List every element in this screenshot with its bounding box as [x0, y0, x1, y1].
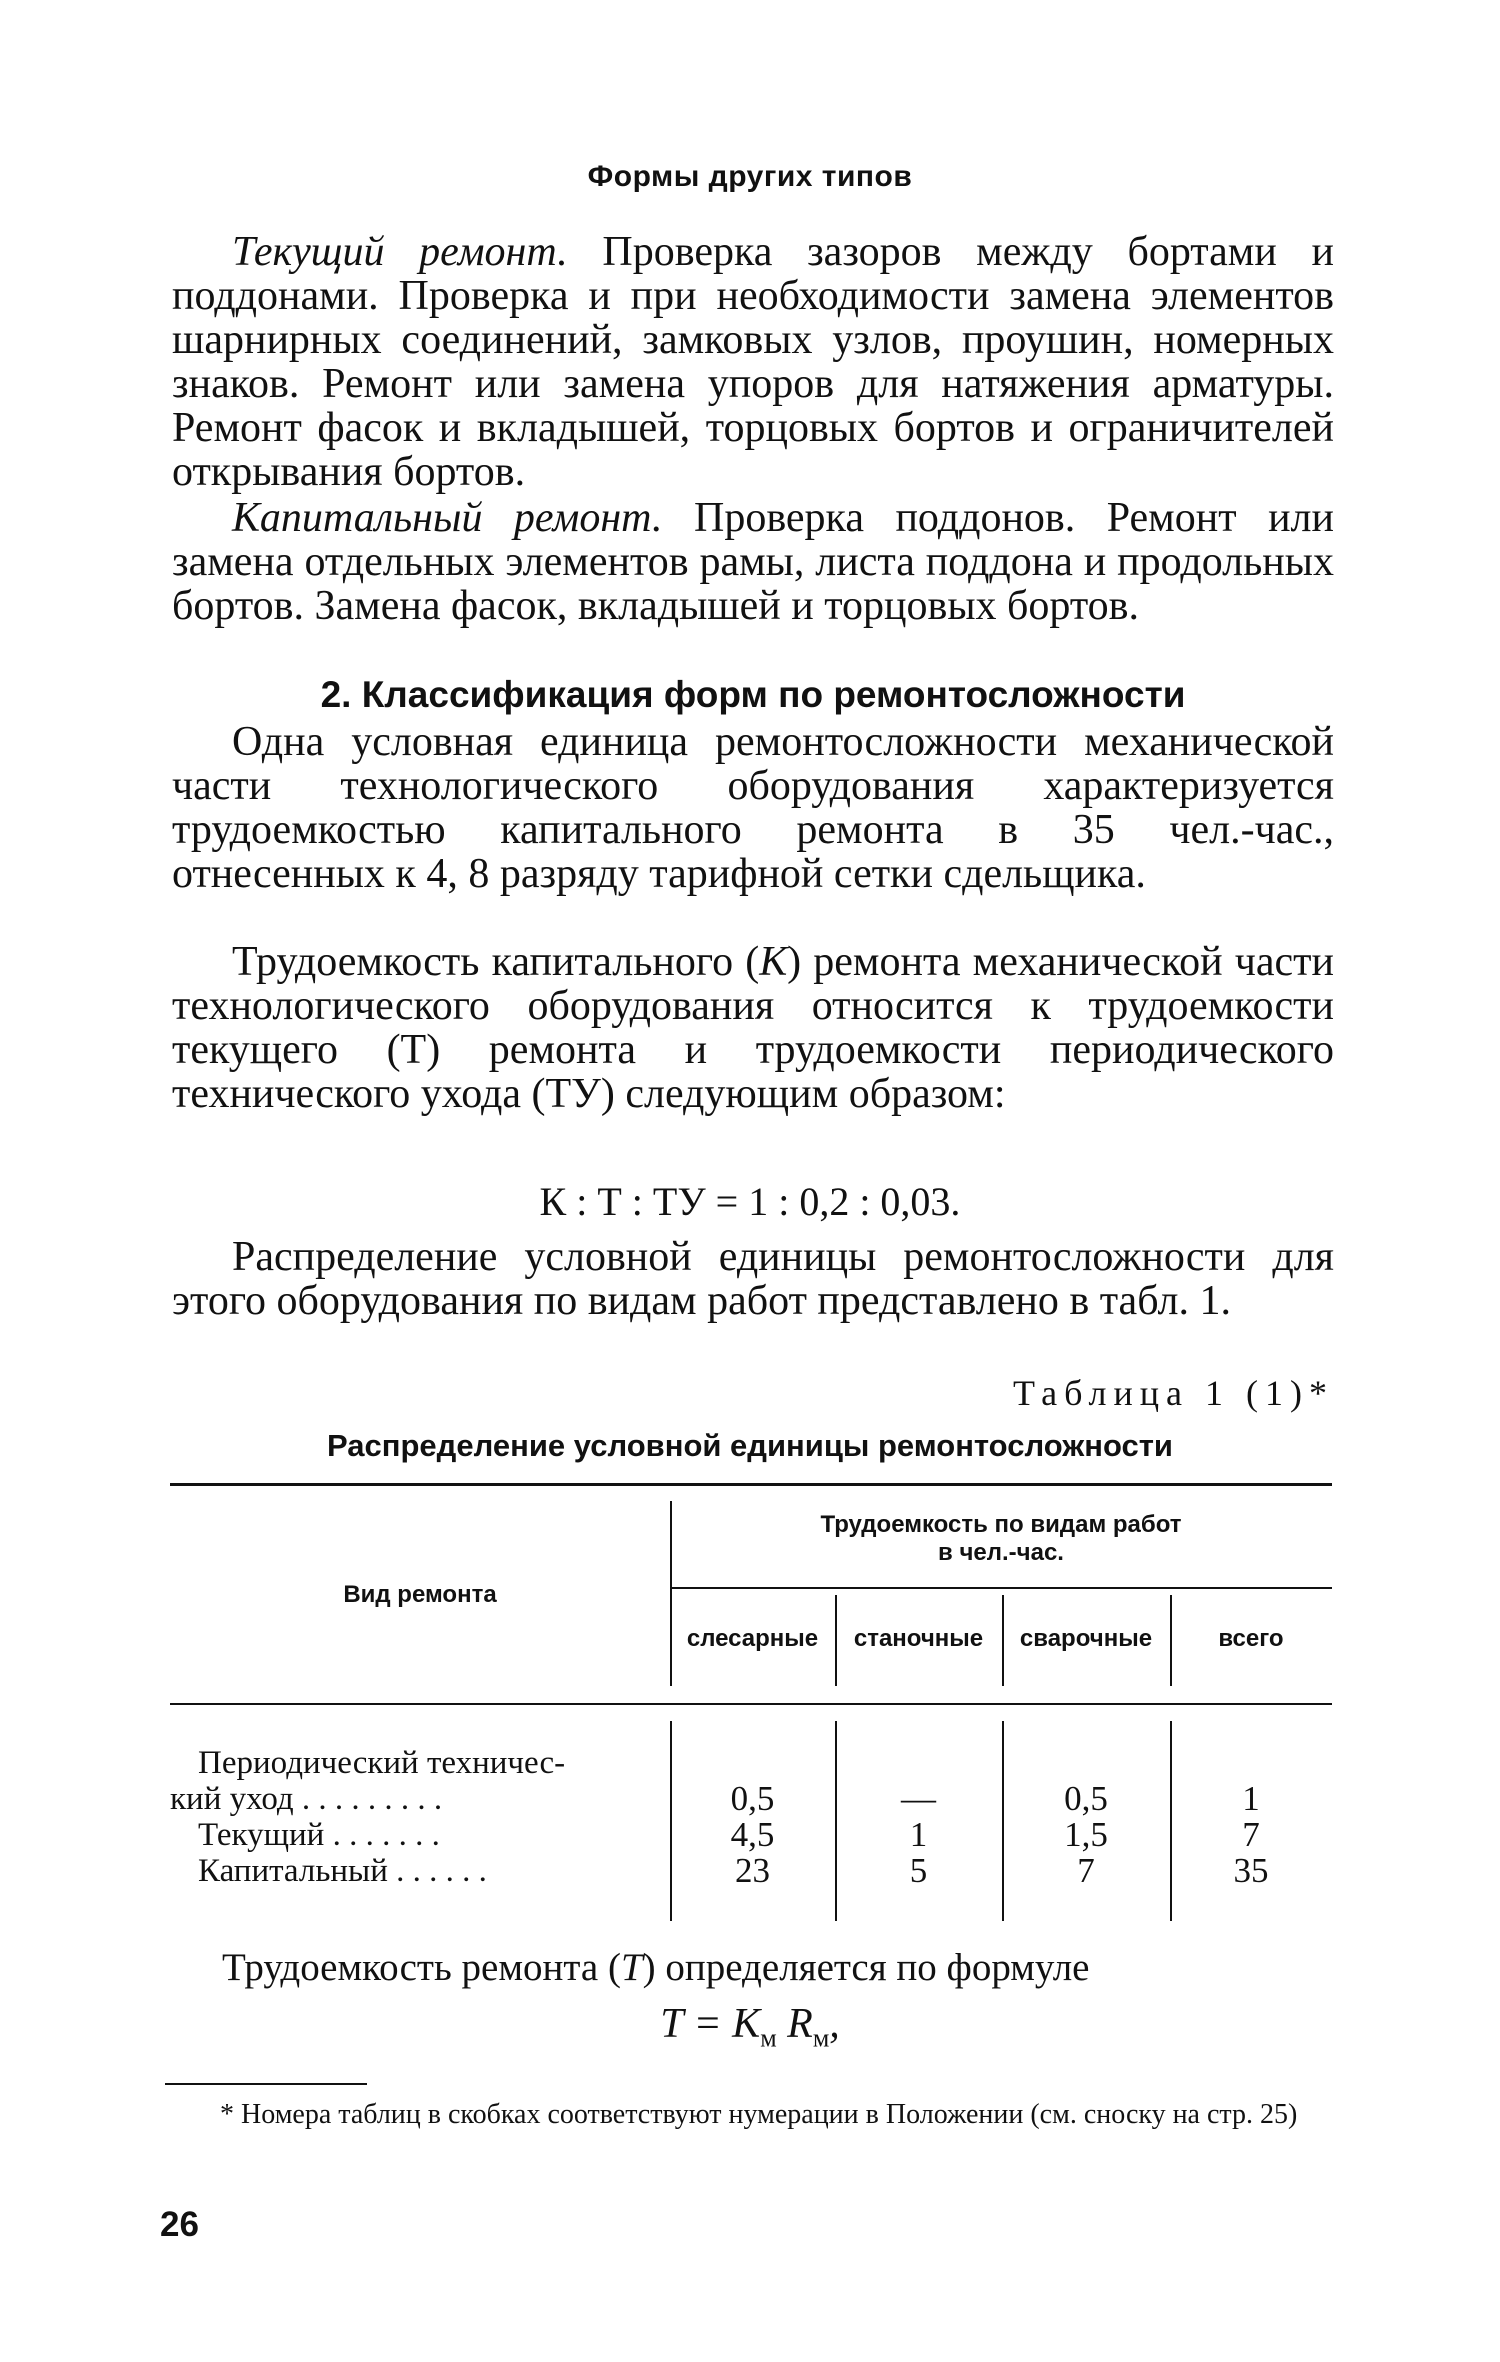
paragraph-lead-italic: Капитальный ремонт.	[232, 495, 663, 541]
table-title: Распределение условной единицы ремонтосложности	[327, 1428, 1173, 1463]
paragraph-capital-repair	[172, 496, 1334, 628]
formula-tail: ,	[829, 2001, 840, 2047]
table-group-rule	[670, 1587, 1332, 1589]
paragraph-body: Проверка поддонов. Ремонт или замена отдельных элементов рамы, листа поддона и продольных бортов. Замена фасок, вкладышей и торцовых бортов.	[172, 495, 1334, 629]
paragraph-current-repair	[172, 230, 1334, 494]
cell-periodic-welding: 0,5	[1064, 1779, 1108, 1818]
formula-sub: м	[760, 2023, 777, 2053]
table-header-rule	[170, 1703, 1332, 1705]
paragraph-repair-unit	[172, 720, 1334, 896]
footnote: * Номера таблиц в скобках соответствуют нумерации в Положении (см. сноску на стр. 25)	[220, 2099, 1298, 2130]
k-symbol: К	[759, 939, 788, 985]
t-symbol: Т	[620, 1946, 643, 1989]
page-number: 26	[160, 2205, 199, 2244]
cell-capital-total: 35	[1233, 1851, 1269, 1890]
header-labor-group-line1: Трудоемкость по видам работ	[820, 1511, 1182, 1538]
paragraph-text: Трудоемкость капитального (	[232, 939, 760, 985]
header-repair-type: Вид ремонта	[343, 1581, 497, 1608]
repair-table	[170, 1483, 1332, 1923]
cell-periodic-fitter: 0,5	[730, 1779, 775, 1818]
header-col-welding: сварочные	[1019, 1625, 1153, 1652]
paragraph-formula-intro	[222, 1946, 1089, 1990]
cell-current-fitter: 4,5	[730, 1815, 775, 1854]
header-labor-group-line2: в чел.-час.	[938, 1539, 1064, 1566]
paragraph-text: Одна условная единица ремонтосложности механической части технологического оборудования характеризуется трудоемкостью капитального ремонта в 35 чел.-час., отнесенных к 4, 8 разряду тарифной сетки сдельщика.	[172, 719, 1334, 897]
header-col-machine: станочные	[853, 1625, 984, 1652]
paragraph-lead-italic: Текущий ремонт.	[232, 229, 568, 275]
footnote-rule	[165, 2083, 367, 2085]
cell-periodic-machine: —	[901, 1779, 936, 1818]
table-label: Таблица 1 (1)*	[1013, 1373, 1334, 1413]
section-heading: 2. Классификация форм по ремонтосложности	[320, 674, 1186, 715]
cell-current-machine: 1	[909, 1815, 928, 1854]
formula-mid: R	[776, 2001, 813, 2047]
paragraph-text: ) ремонта механической части технологического оборудования относится к трудоемкости текущего (Т) ремонта и трудоемкости периодического технического ухода (ТУ) следующим образом:	[172, 939, 1334, 1117]
cell-periodic-total: 1	[1242, 1779, 1260, 1818]
cell-capital-fitter: 23	[735, 1851, 770, 1890]
paragraph-body: Проверка зазоров между бортами и поддонами. Проверка и при необходимости замена элементов шарнирных соединений, замковых узлов, проушин, номерных знаков. Ремонт или замена упоров для натяжения арматуры. Ремонт фасок и вкладышей, торцовых бортов и ограничителей открывания бортов.	[172, 229, 1335, 495]
running-head: Формы других типов	[587, 160, 913, 193]
row-label-capital: Капитальный . . . . . .	[198, 1853, 487, 1889]
cell-current-welding: 1,5	[1064, 1815, 1108, 1854]
paragraph-text: Трудоемкость ремонта (	[222, 1946, 621, 1989]
header-col-fitter: слесарные	[686, 1625, 819, 1652]
formula-ratio: К : Т : ТУ = 1 : 0,2 : 0,03.	[539, 1179, 961, 1224]
header-labor-group	[670, 1511, 1332, 1567]
formula-labor	[0, 2000, 1500, 2053]
table-top-rule	[170, 1483, 1332, 1486]
header-col-total: всего	[1218, 1625, 1284, 1652]
row-label-current: Текущий . . . . . . .	[198, 1817, 440, 1853]
paragraph-text: ) определяется по формуле	[642, 1946, 1090, 1989]
row-label-periodic: Периодический техничес-	[198, 1745, 566, 1781]
paragraph-distribution	[172, 1235, 1334, 1323]
formula-lhs: T = K	[660, 2001, 761, 2047]
row-label-periodic-cont: кий уход . . . . . . . . .	[170, 1781, 443, 1817]
formula-sub: м	[812, 2023, 830, 2053]
cell-capital-machine: 5	[909, 1851, 928, 1890]
paragraph-text: Распределение условной единицы ремонтосложности для этого оборудования по видам работ представлено в табл. 1.	[172, 1234, 1334, 1324]
cell-current-total: 7	[1242, 1815, 1260, 1854]
cell-capital-welding: 7	[1077, 1851, 1095, 1890]
paragraph-labor-ratio	[172, 940, 1334, 1116]
